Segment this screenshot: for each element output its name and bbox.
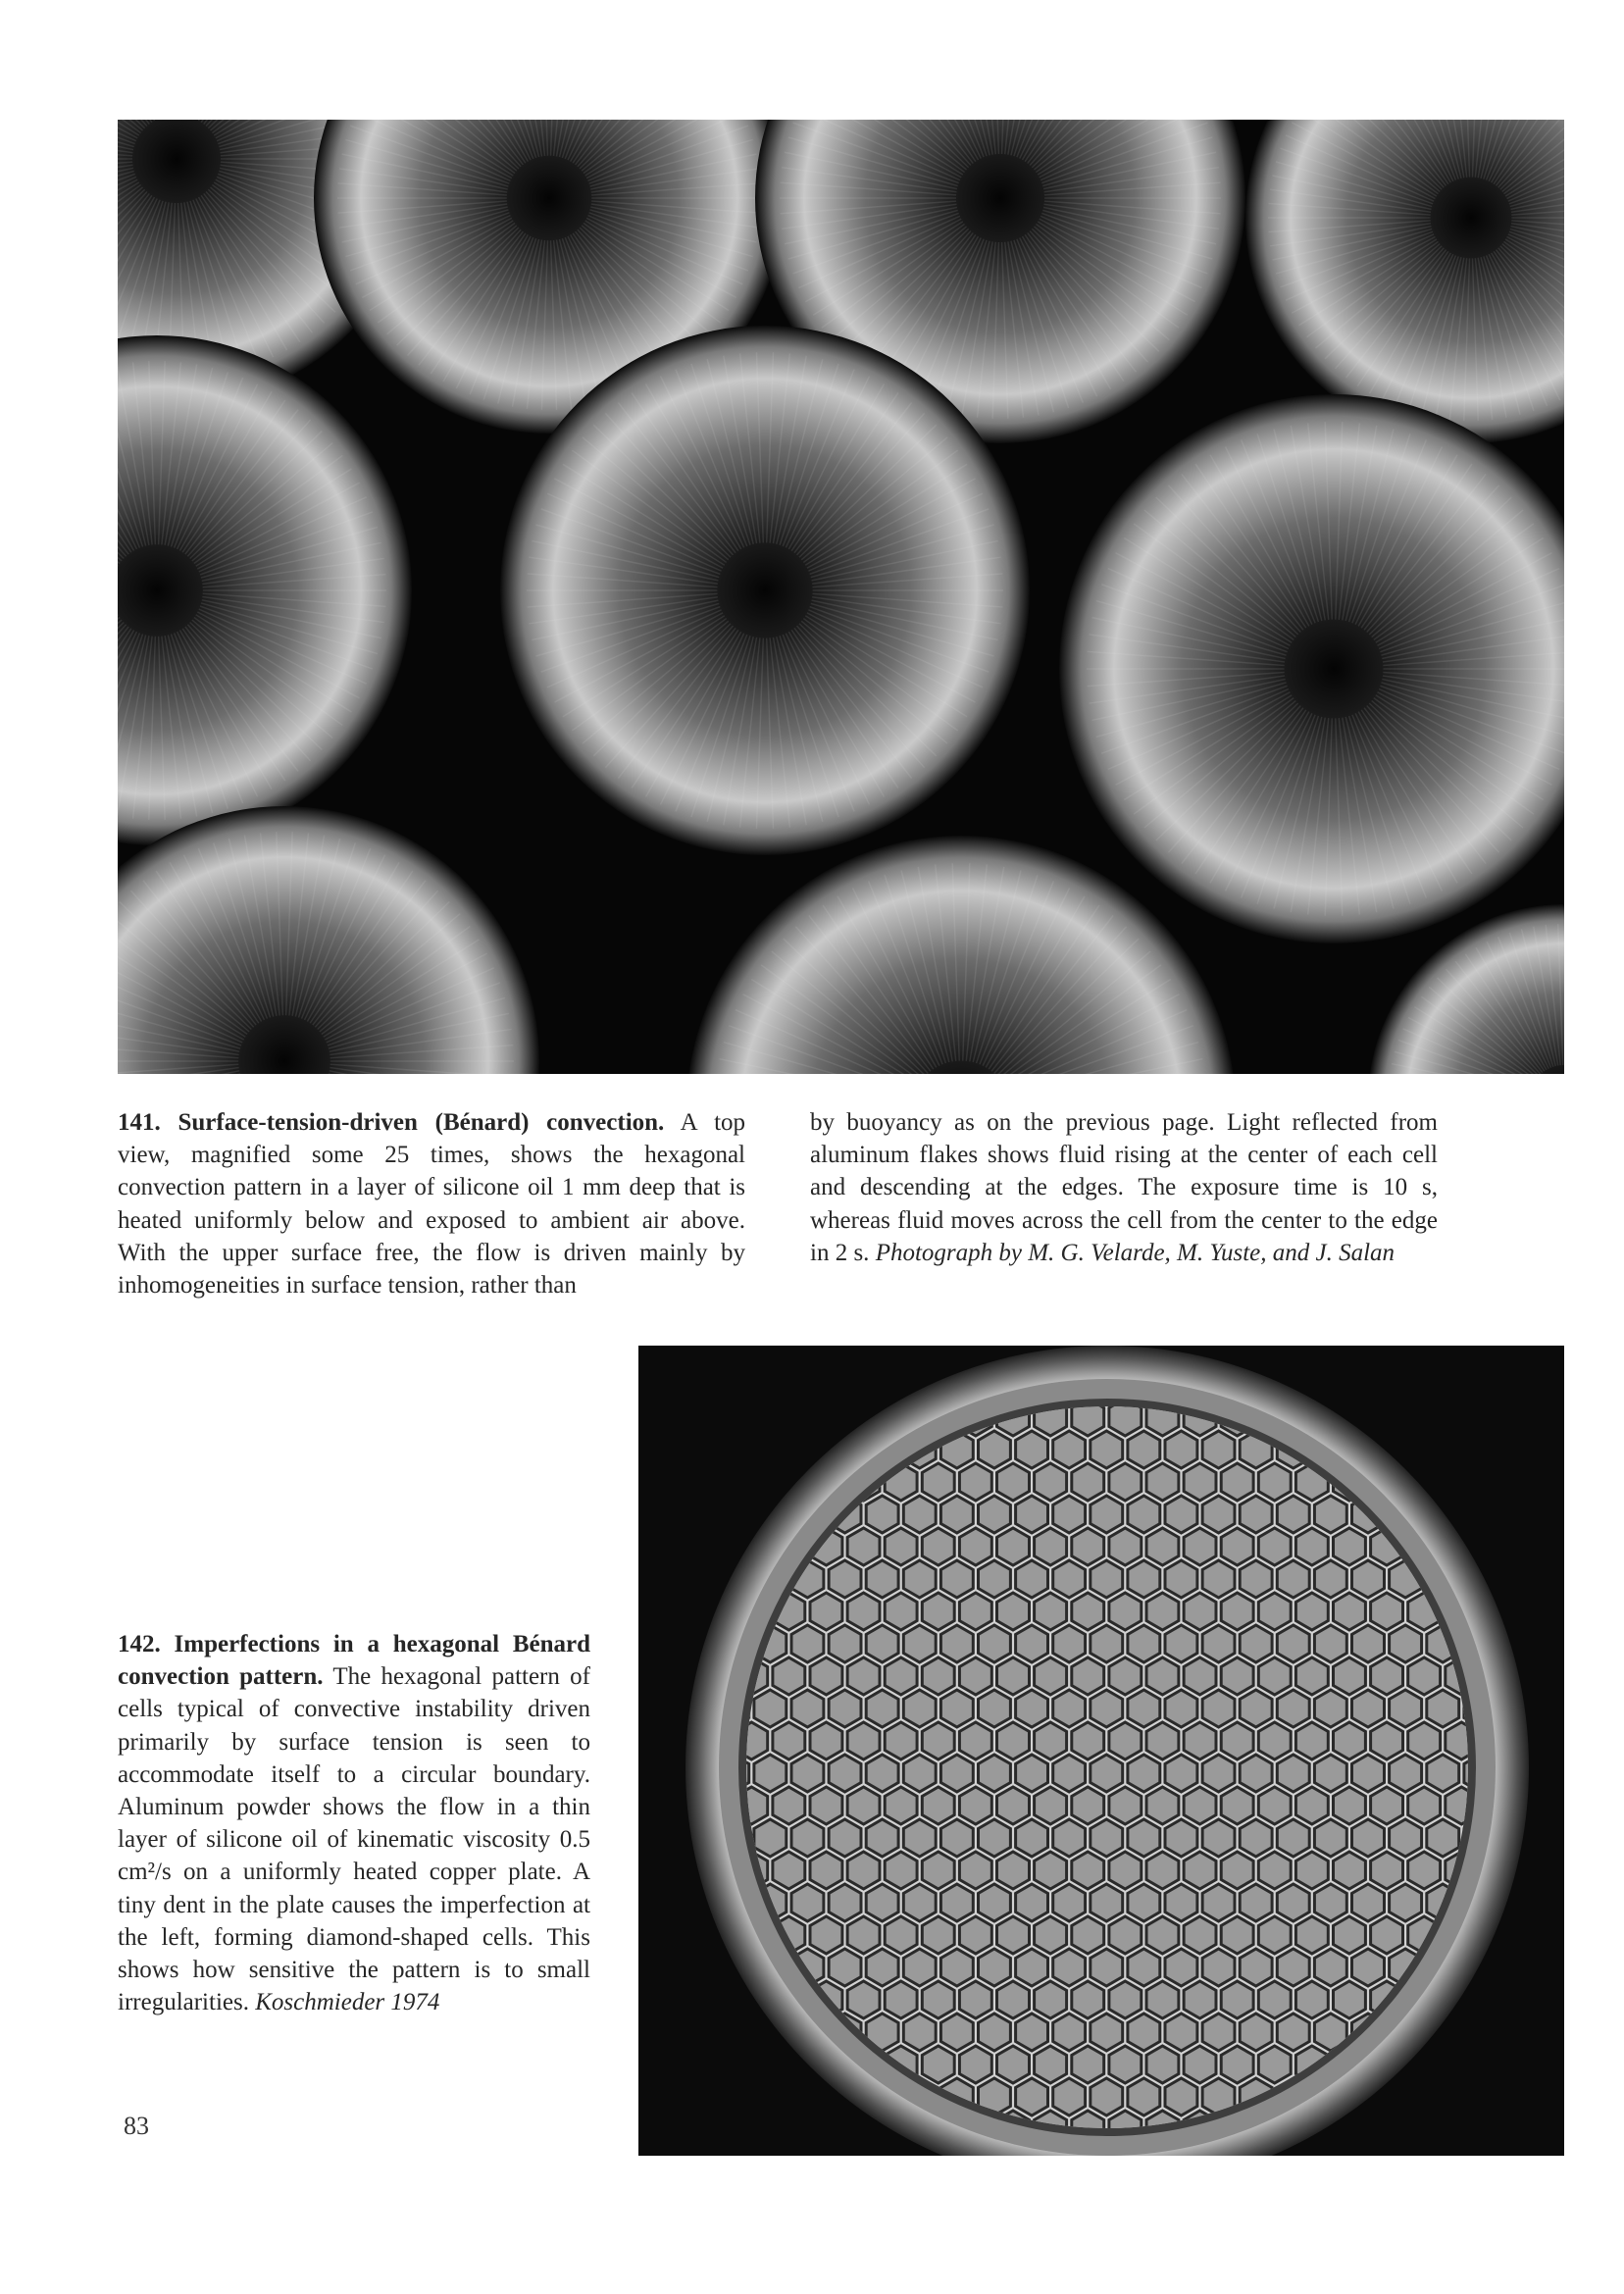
figure-141-title: Surface-tension-driven (Bénard) convection.	[178, 1109, 665, 1136]
figure-141-number: 141.	[118, 1109, 161, 1136]
figure-142-text: The hexagonal pattern of cells typical of convective instability driven primarily by surface tension is seen to accommodate itself to a circular boundary. Aluminum powder shows the flow in a thin layer of silicone oil of kinematic viscosity 0.5 cm²/s on a uniformly heated copper plate. A tiny dent in the plate causes the imperfection at the left, forming diamond-shaped cells. This shows how sensitive the pattern is to small irregularities.	[118, 1663, 590, 2016]
caption-figure-142	[118, 1628, 590, 2018]
figure-141-text-right: by buoyancy as on the previous page. Light reflected from aluminum flakes shows fluid rising at the center of each cell and descending at the edges. The exposure time is 10 s, whereas fluid moves across the cell from the center to the edge in 2 s.	[810, 1109, 1438, 1266]
photo-figure-142	[638, 1346, 1564, 2156]
caption-figure-141-left	[118, 1106, 745, 1301]
benard-cells-closeup	[118, 120, 1564, 1074]
figure-142-title: Imperfections in a hexagonal Bénard convection pattern.	[118, 1631, 590, 1691]
figure-142-credit: Koschmieder 1974	[255, 1989, 440, 2016]
caption-figure-141-right	[810, 1106, 1438, 1269]
page-number: 83	[124, 2112, 149, 2140]
figure-141-text-left: A top view, magnified some 25 times, shows the hexagonal convection pattern in a layer of silicone oil 1 mm deep that is heated uniformly below and exposed to ambient air above. With the upper surface free, the flow is driven mainly by inhomogeneities in surface tension, rather than	[118, 1109, 746, 1300]
hexagonal-pattern-dish	[638, 1346, 1564, 2156]
photo-figure-141	[118, 120, 1564, 1074]
figure-142-number: 142.	[118, 1631, 161, 1657]
figure-141-credit: Photograph by M. G. Velarde, M. Yuste, and J. Salan	[875, 1239, 1396, 1266]
